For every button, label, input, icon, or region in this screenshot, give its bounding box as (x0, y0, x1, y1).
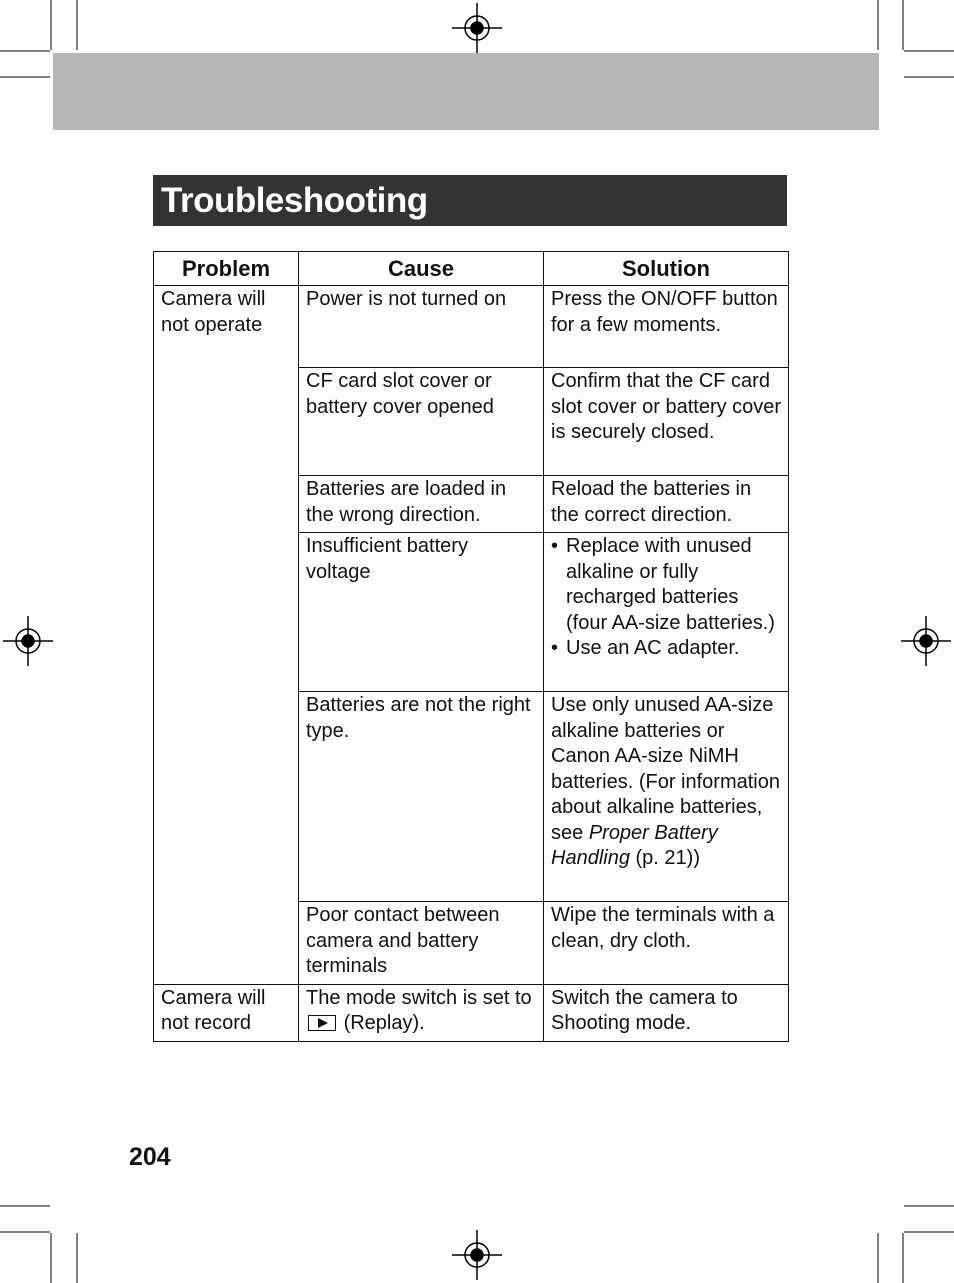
solution-cell (544, 533, 789, 692)
solution-cell: Confirm that the CF card slot cover or battery cover is securely closed. (544, 368, 789, 476)
solution-cell: Reload the batteries in the correct direction. (544, 476, 789, 533)
solution-text-suffix: (p. 21)) (629, 847, 700, 869)
page-number: 204 (129, 1143, 171, 1171)
solution-text: Use only unused AA-size alkaline batteries or Canon AA-size NiMH batteries. (For information about alkaline batteries, see (551, 694, 780, 844)
header-problem: Problem (154, 252, 299, 286)
title-bar (153, 175, 787, 226)
problem-cell: Camera will not operate (154, 286, 299, 985)
cause-cell (299, 984, 544, 1041)
table-row (154, 984, 789, 1041)
solution-cell: Switch the camera to Shooting mode. (544, 984, 789, 1041)
cause-text-suffix: (Replay). (343, 1012, 425, 1034)
cause-cell: Batteries are not the right type. (299, 692, 544, 902)
cause-cell: Power is not turned on (299, 286, 544, 368)
solution-bullet-list (551, 534, 782, 662)
list-item: • Use an AC adapter. (551, 636, 782, 662)
page-title: Troubleshooting (161, 181, 428, 220)
header-band (53, 53, 879, 130)
cause-cell: Poor contact between camera and battery terminals (299, 902, 544, 985)
replay-icon (308, 1015, 336, 1031)
cause-cell: CF card slot cover or battery cover opened (299, 368, 544, 476)
cause-text: The mode switch is set to (306, 986, 532, 1009)
header-cause: Cause (299, 252, 544, 286)
cause-cell: Batteries are loaded in the wrong direction. (299, 476, 544, 533)
troubleshooting-table (153, 251, 789, 1042)
problem-cell: Camera will not record (154, 984, 299, 1041)
solution-cell: Wipe the terminals with a clean, dry cloth. (544, 902, 789, 985)
list-item: • Replace with unused alkaline or fully recharged batteries (four AA-size batteries.) (551, 534, 782, 636)
solution-cell: Press the ON/OFF button for a few moments. (544, 286, 789, 368)
cause-cell: Insufficient battery voltage (299, 533, 544, 692)
table-header-row (154, 252, 789, 286)
manual-reference-italic: Proper Battery Handling (551, 821, 718, 869)
solution-cell (544, 692, 789, 902)
table-row (154, 286, 789, 368)
header-solution: Solution (544, 252, 789, 286)
